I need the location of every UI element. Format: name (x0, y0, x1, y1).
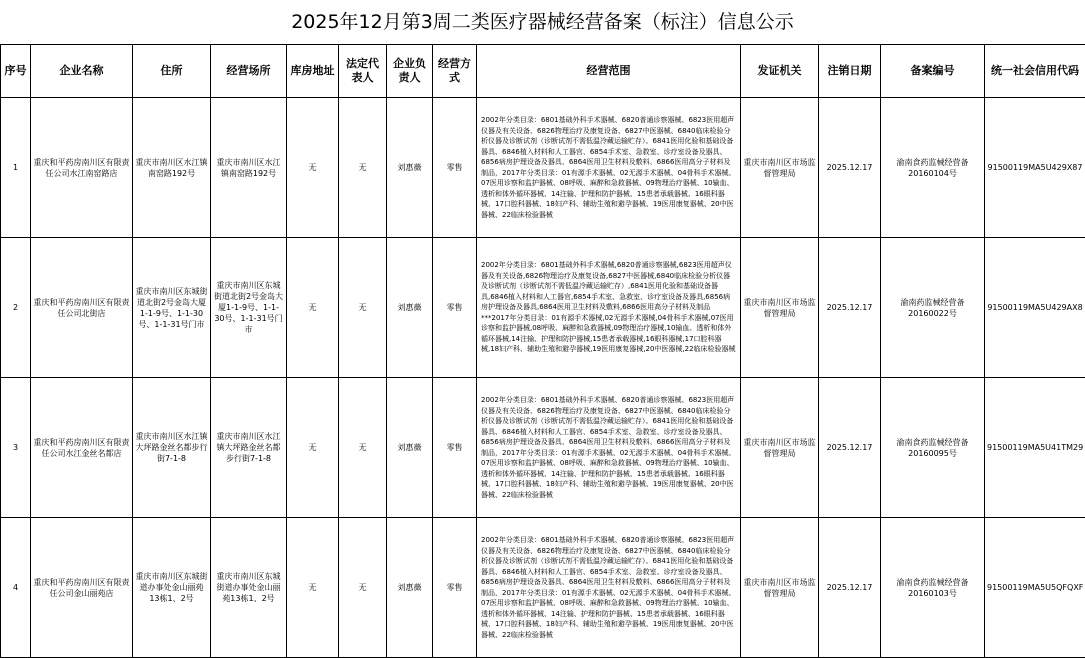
header-warehouse: 库房地址 (287, 45, 339, 98)
table-row (1, 378, 1085, 518)
cell-mode: 零售 (433, 518, 477, 658)
table-row (1, 238, 1085, 378)
cell-name: 重庆和平药房南川区有限责任公司北街店 (31, 238, 133, 378)
cell-authority: 重庆市南川区市场监督管理局 (741, 518, 819, 658)
cell-cancel-date: 2025.12.17 (819, 378, 881, 518)
cell-record-no: 渝南药监械经营备20160022号 (881, 238, 985, 378)
cell-place: 重庆市南川区东城街道办事处金山丽苑13栋1、2号 (211, 518, 287, 658)
cell-name: 重庆和平药房南川区有限责任公司金山丽苑店 (31, 518, 133, 658)
record-table (0, 44, 1085, 658)
cell-scope: 2002年分类目录：6801基础外科手术器械,6820普通诊察器械,6823医用超声仪器及有关设备,6826物理治疗及康复设备,6827中医器械,6840临床检验分析仪器及诊断试剂（诊断试剂不需低温冷藏运输贮存）,6841医用化验和基础设备器具,6846植入材料和人工器官,6854手术室、急救室、诊疗室设备及器具,6856病房护理设备及器具,6864医用卫生材料及敷料,6866医用高分子材料及制品***2017年分类目录：01有源手术器械,02无源手术器械,04骨科手术器械,07医用诊察和监护器械,08呼吸、麻醉和急救器械,09物理治疗器械,10输血、透析和体外循环器械,14注输、护理和防护器械,15患者承载器械,16眼科器械,17口腔科器械,18妇产科、辅助生殖和避孕器械,19医用康复器械,20中医器械,22临床检验器械 (477, 238, 741, 378)
cell-authority: 重庆市南川区市场监督管理局 (741, 98, 819, 238)
header-credit-code: 统一社会信用代码 (985, 45, 1085, 98)
header-scope: 经营范围 (477, 45, 741, 98)
cell-authority: 重庆市南川区市场监督管理局 (741, 378, 819, 518)
cell-warehouse: 无 (287, 98, 339, 238)
cell-legal: 无 (339, 378, 387, 518)
cell-residence: 重庆市南川区东城街道北街2号金岛大厦1-1-9号、1-1-30号、1-1-31号门市 (133, 238, 211, 378)
header-principal: 企业负责人 (387, 45, 433, 98)
cell-mode: 零售 (433, 98, 477, 238)
cell-seq: 3 (1, 378, 31, 518)
cell-residence: 重庆市南川区水江镇大坪路金丝名都步行街7-1-8 (133, 378, 211, 518)
cell-place: 重庆市南川区东城街道北街2号金岛大厦1-1-9号、1-1-30号、1-1-31号门市 (211, 238, 287, 378)
cell-scope: 2002年分类目录：6801基础外科手术器械、6820普通诊察器械、6823医用超声仪器及有关设备、6826物理治疗及康复设备、6827中医器械、6840临床检验分析仪器及诊断试剂（诊断试剂不需低温冷藏运输贮存）、6841医用化验和基础设备器具、6846植入材料和人工器官、6854手术室、急救室、诊疗室设备及器具、6856病房护理设备及器具、6864医用卫生材料及敷料、6866医用高分子材料及制品，2017年分类目录：01有源手术器械、02无源手术器械、04骨科手术器械、07医用诊察和监护器械、08呼吸、麻醉和急救器械、09物理治疗器械、10输血、透析和体外循环器械、14注输、护理和防护器械、15患者承载器械、16眼科器械、17口腔科器械、18妇产科、辅助生殖和避孕器械、19医用康复器械、20中医器械、22临床检验器械 (477, 98, 741, 238)
cell-scope: 2002年分类目录：6801基础外科手术器械、6820普通诊察器械、6823医用超声仪器及有关设备、6826物理治疗及康复设备、6827中医器械、6840临床检验分析仪器及诊断试剂（诊断试剂不需低温冷藏运输贮存）、6841医用化验和基础设备器具、6846植入材料和人工器官、6854手术室、急救室、诊疗室设备及器具、6856病房护理设备及器具、6864医用卫生材料及敷料、6866医用高分子材料及制品，2017年分类目录：01有源手术器械、02无源手术器械、04骨科手术器械、07医用诊察和监护器械、08呼吸、麻醉和急救器械、09物理治疗器械、10输血、透析和体外循环器械、14注输、护理和防护器械、15患者承载器械、16眼科器械、17口腔科器械、18妇产科、辅助生殖和避孕器械、19医用康复器械、20中医器械、22临床检验器械 (477, 518, 741, 658)
cell-cancel-date: 2025.12.17 (819, 518, 881, 658)
cell-credit-code: 91500119MA5U5QFQXF (985, 518, 1085, 658)
header-seq: 序号 (1, 45, 31, 98)
cell-warehouse: 无 (287, 378, 339, 518)
cell-seq: 4 (1, 518, 31, 658)
cell-principal: 刘惠薇 (387, 518, 433, 658)
cell-cancel-date: 2025.12.17 (819, 98, 881, 238)
header-row (1, 45, 1085, 98)
header-authority: 发证机关 (741, 45, 819, 98)
cell-credit-code: 91500119MA5U41TM29 (985, 378, 1085, 518)
cell-record-no: 渝南食药监械经营备20160103号 (881, 518, 985, 658)
cell-mode: 零售 (433, 378, 477, 518)
cell-legal: 无 (339, 518, 387, 658)
cell-warehouse: 无 (287, 238, 339, 378)
page-title: 2025年12月第3周二类医疗器械经营备案（标注）信息公示 (0, 0, 1085, 44)
header-record-no: 备案编号 (881, 45, 985, 98)
cell-warehouse: 无 (287, 518, 339, 658)
header-legal: 法定代表人 (339, 45, 387, 98)
cell-principal: 刘惠薇 (387, 378, 433, 518)
header-residence: 住所 (133, 45, 211, 98)
cell-principal: 刘惠薇 (387, 98, 433, 238)
cell-record-no: 渝南食药监械经营备20160095号 (881, 378, 985, 518)
cell-place: 重庆市南川区水江镇大坪路金丝名都步行街7-1-8 (211, 378, 287, 518)
cell-credit-code: 91500119MA5U429X87 (985, 98, 1085, 238)
cell-residence: 重庆市南川区东城街道办事处金山丽苑13栋1、2号 (133, 518, 211, 658)
cell-seq: 1 (1, 98, 31, 238)
cell-legal: 无 (339, 98, 387, 238)
header-name: 企业名称 (31, 45, 133, 98)
cell-credit-code: 91500119MA5U429AX8 (985, 238, 1085, 378)
header-cancel-date: 注销日期 (819, 45, 881, 98)
cell-seq: 2 (1, 238, 31, 378)
cell-record-no: 渝南食药监械经营备20160104号 (881, 98, 985, 238)
cell-cancel-date: 2025.12.17 (819, 238, 881, 378)
cell-name: 重庆和平药房南川区有限责任公司水江南窑路店 (31, 98, 133, 238)
cell-mode: 零售 (433, 238, 477, 378)
cell-authority: 重庆市南川区市场监督管理局 (741, 238, 819, 378)
cell-name: 重庆和平药房南川区有限责任公司水江金丝名都店 (31, 378, 133, 518)
cell-residence: 重庆市南川区水江镇南窑路192号 (133, 98, 211, 238)
header-place: 经营场所 (211, 45, 287, 98)
cell-place: 重庆市南川区水江镇南窑路192号 (211, 98, 287, 238)
cell-scope: 2002年分类目录：6801基础外科手术器械、6820普通诊察器械、6823医用超声仪器及有关设备、6826物理治疗及康复设备、6827中医器械、6840临床检验分析仪器及诊断试剂（诊断试剂不需低温冷藏运输贮存）、6841医用化验和基础设备器具、6846植入材料和人工器官、6854手术室、急救室、诊疗室设备及器具、6856病房护理设备及器具、6864医用卫生材料及敷料、6866医用高分子材料及制品，2017年分类目录：01有源手术器械、02无源手术器械、04骨科手术器械、07医用诊察和监护器械、08呼吸、麻醉和急救器械、09物理治疗器械、10输血、透析和体外循环器械、14注输、护理和防护器械、15患者承载器械、16眼科器械、17口腔科器械、18妇产科、辅助生殖和避孕器械、19医用康复器械、20中医器械、22临床检验器械 (477, 378, 741, 518)
cell-legal: 无 (339, 238, 387, 378)
cell-principal: 刘惠薇 (387, 238, 433, 378)
header-mode: 经营方式 (433, 45, 477, 98)
table-row (1, 98, 1085, 238)
table-row (1, 518, 1085, 658)
